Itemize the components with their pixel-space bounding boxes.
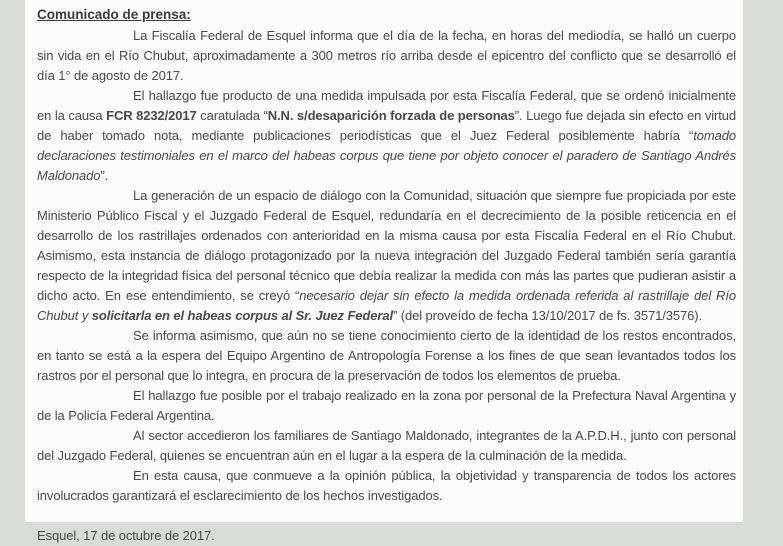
paragraph [37,326,736,386]
paragraph [37,186,736,326]
text-segment: La generación de un espacio de diálogo con la Comunidad, situación que siempre fue propiciada por este Ministerio Público Fiscal y el Juzgado Federal de Esquel, redundaría en el decrecimiento de la posible reticencia en el desarrollo de los rastrillajes ordenados con anterioridad en la misma causa por esta Fiscalía Federal en el Río Chubut. Asimismo, esta instancia de diálogo protagonizado por la nueva integración del Juzgado Federal también sería garantía respecto de la integridad física del personal técnico que debía realizar la medida con más las partes que pudieran asistir a dicho acto. En ese entendimiento, se creyó “ [37,188,736,303]
text-segment: Al sector accedieron los familiares de Santiago Maldonado, integrantes de la A.P.D.H., junto con personal del Juzgado Federal, quienes se encuentran aún en el lugar a la espera de la culminación de la medida. [37,428,736,463]
press-release-document [25,0,743,543]
text-segment: ” (del proveído de fecha 13/10/2017 de fs. 3571/3576). [393,308,703,323]
text-segment: tomado declaraciones testimoniales en el marco del habeas corpus que tiene por objeto conocer el paradero de Santiago Andrés Maldonado [37,128,736,183]
document-title: Comunicado de prensa: [37,7,191,22]
document-body [37,26,736,506]
text-segment: El hallazgo fue producto de una medida impulsada por esta Fiscalía Federal, que se ordenó inicialmente en la causa [37,88,736,123]
text-segment: El hallazgo fue posible por el trabajo realizado en la zona por personal de la Prefectura Naval Argentina y de la Policía Federal Argentina. [37,388,736,423]
paragraph [37,86,736,186]
text-segment: caratulada “ [196,108,268,123]
paragraph [37,426,736,466]
text-segment: necesario dejar sin efecto la medida ordenada referida al rastrillaje del Río Chubut y [37,288,736,323]
text-segment: En esta causa, que conmueve a la opinión pública, la objetividad y transparencia de todos los actores involucrados garantizará el esclarecimiento de los hechos investigados. [37,468,736,503]
text-segment: ”. Luego fue dejada sin efecto en virtud de haber tomado nota, mediante publicaciones periodísticas que el Juez Federal posiblemente habría “ [37,108,737,143]
text-segment: La Fiscalía Federal de Esquel informa que el día de la fecha, en horas del mediodía, se halló un cuerpo sin vida en el Río Chubut, aproximadamente a 300 metros río arriba desde el epicentro del conflicto que se desarrolló el día 1° de agosto de 2017. [37,28,736,83]
paragraph [37,386,736,426]
text-segment: Se informa asimismo, que aún no se tiene conocimiento cierto de la identidad de los restos encontrados, en tanto se está a la espera del Equipo Argentino de Antropología Forense a los fines de que sean levantados todos los rastros por el personal que lo integra, en procura de la preservación de todos los elementos de prueba. [37,328,736,383]
dateline: Esquel, 17 de octubre de 2017. [37,528,215,543]
text-segment: solicitarla en el habeas corpus al Sr. Juez Federal [91,308,394,323]
paragraph [37,26,736,86]
text-segment: N.N. s/desaparición forzada de personas [267,108,515,123]
text-segment: ”. [100,168,109,183]
text-segment: FCR 8232/2017 [106,108,197,123]
paragraph [37,466,736,506]
